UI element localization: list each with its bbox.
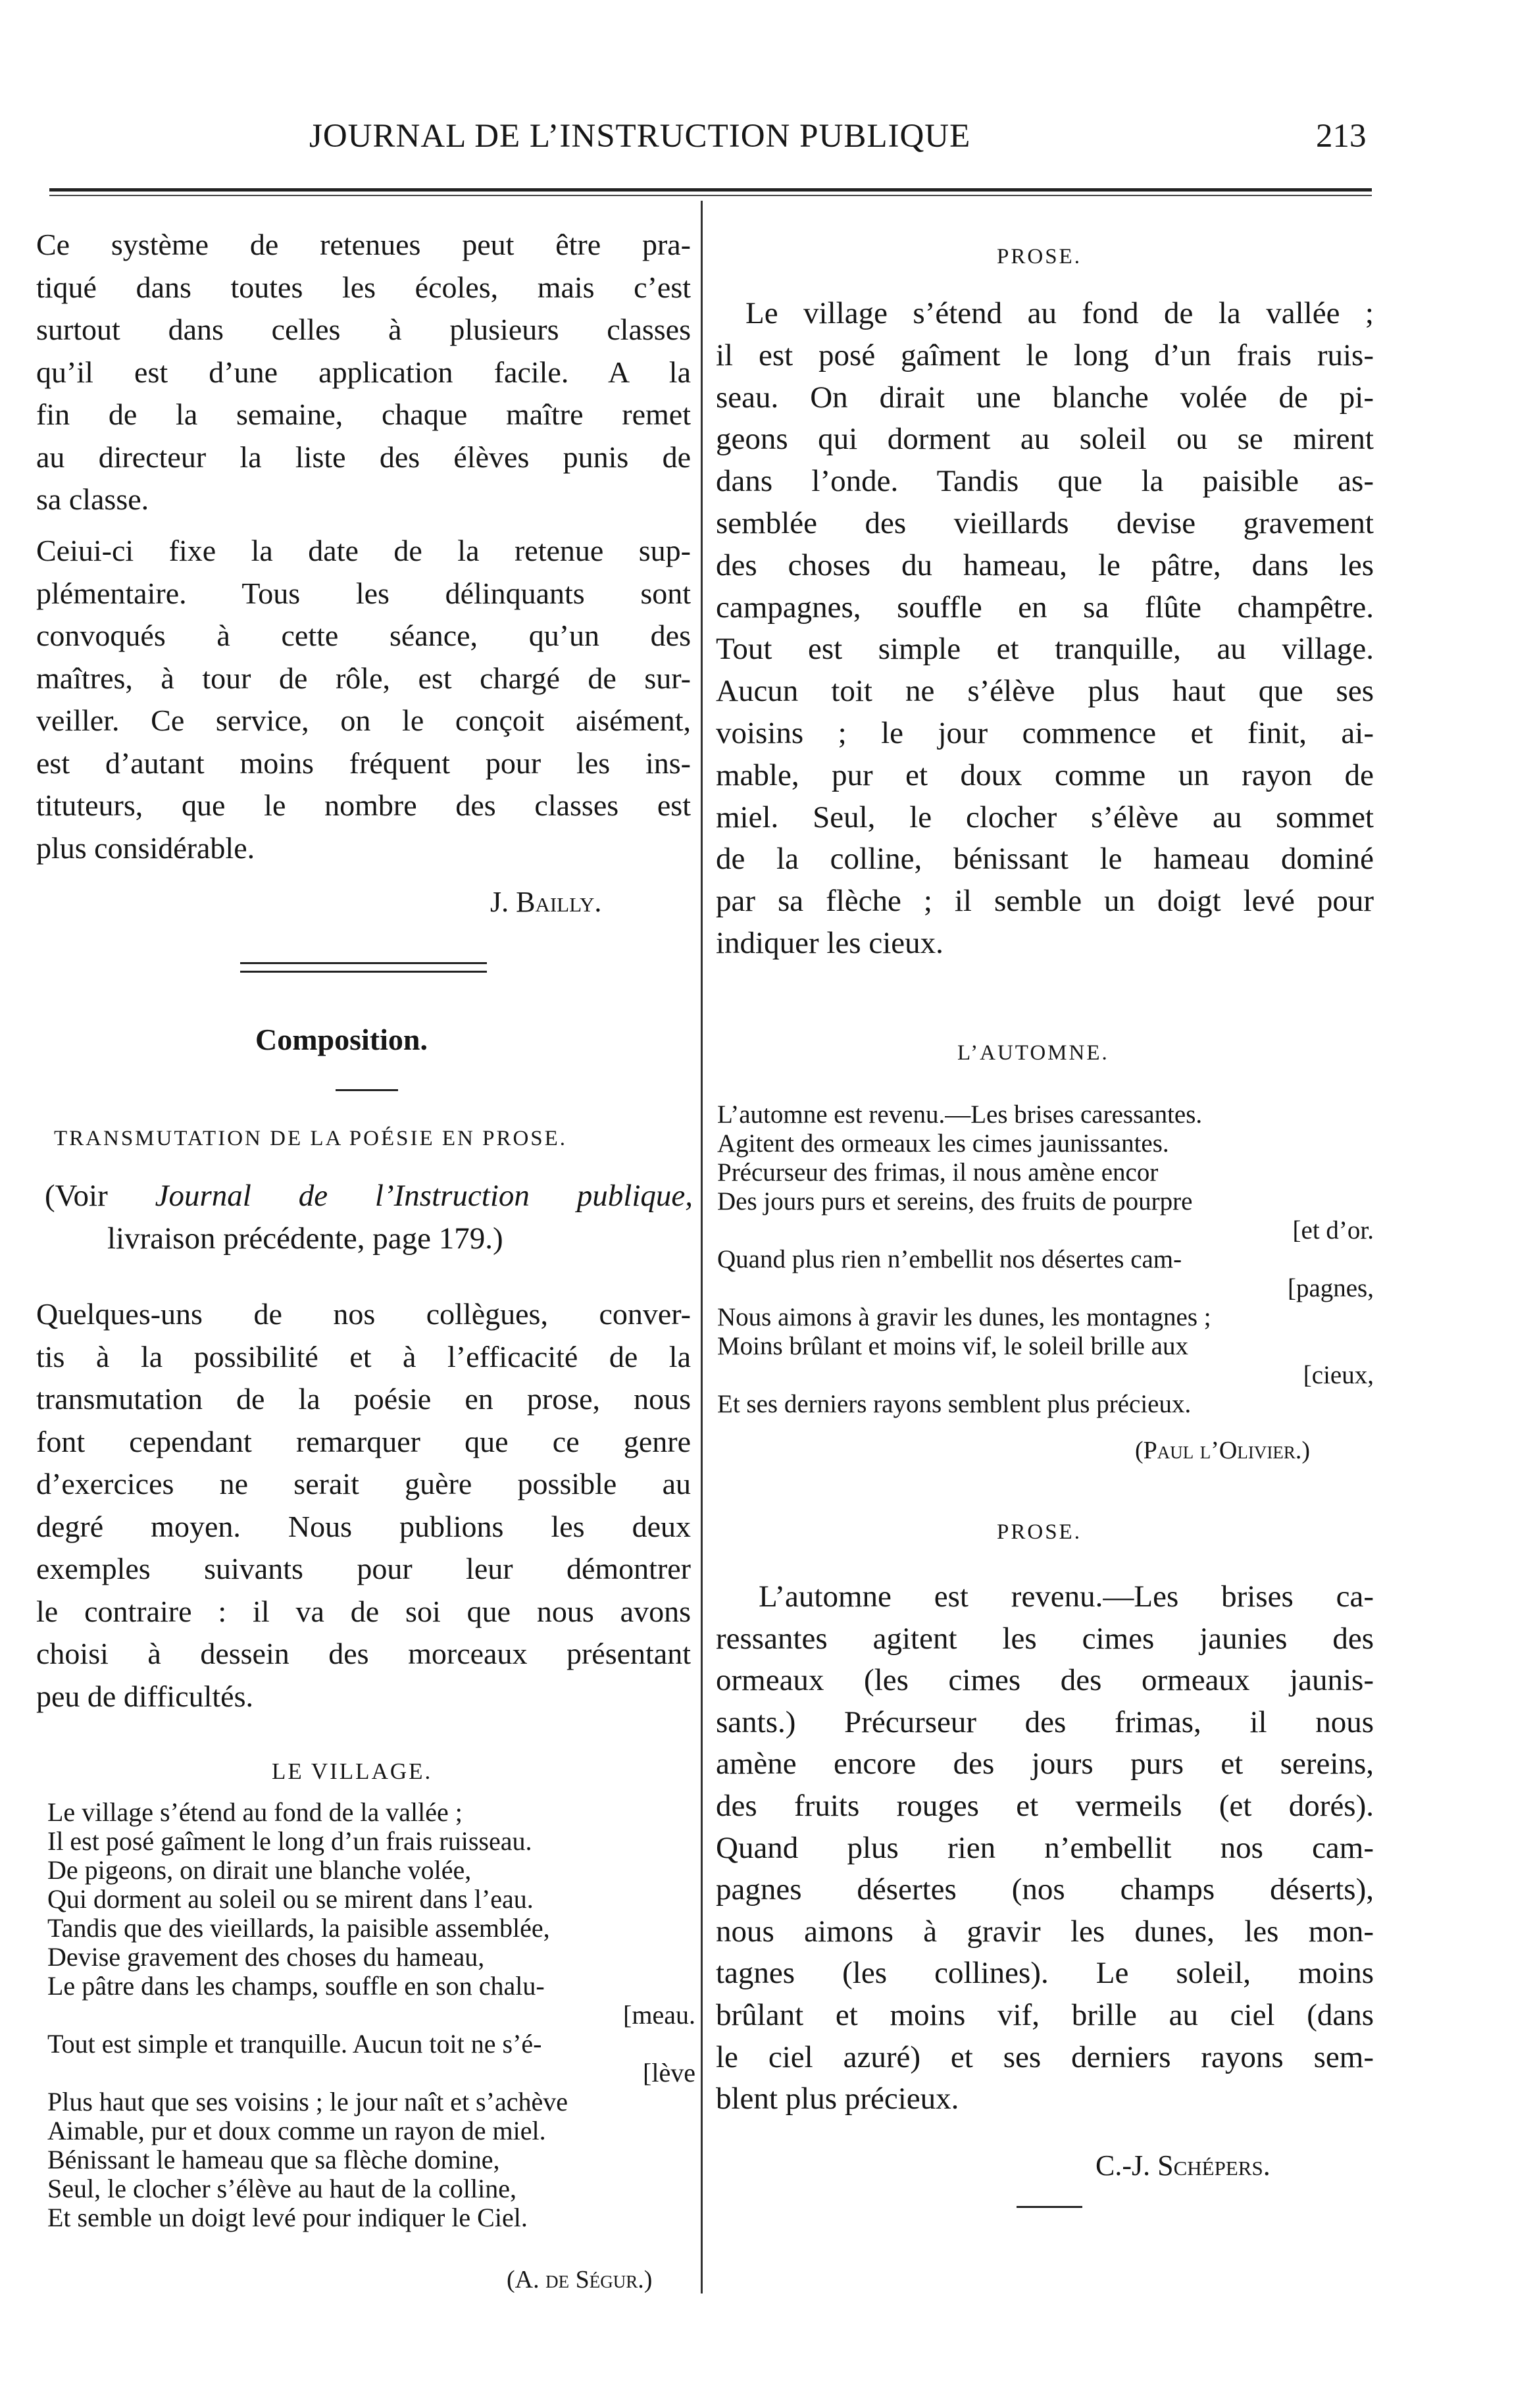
verse-line: Et semble un doigt levé pour indiquer le Ciel. [47, 2203, 528, 2232]
text-line: Tout est simple et tranquille, au village. [716, 632, 1374, 667]
verse-line: Qui dorment au soleil ou se mirent dans l’eau. [47, 1884, 534, 1914]
verse-continuation: [lève [643, 2058, 695, 2088]
text-line: convoqués à cette séance, qu’un des [36, 619, 691, 652]
note-text: (Voir [45, 1179, 155, 1213]
text-line: surtout dans celles à plusieurs classes [36, 313, 691, 346]
text-line: voisins ; le jour commence et finit, ai- [716, 715, 1374, 750]
section-rule [240, 971, 487, 973]
verse-line: Et ses derniers rayons semblent plus précieux. [717, 1390, 1192, 1418]
verse-line: Plus haut que ses voisins ; le jour naît et s’achève [47, 2087, 568, 2116]
verse-continuation: [meau. [623, 2000, 695, 2030]
end-rule [1017, 2206, 1082, 2208]
text-line: mable, pur et doux comme un rayon de [716, 757, 1374, 792]
text-line: est d’autant moins fréquent pour les ins- [36, 746, 691, 780]
text-line: livraison précédente, page 179.) [107, 1221, 503, 1256]
running-title: JOURNAL DE L’INSTRUCTION PUBLIQUE [309, 118, 971, 155]
text-line: ormeaux (les cimes des ormeaux jaunis- [716, 1663, 1374, 1698]
verse-line: Tout est simple et tranquille. Aucun toit ne s’é- [47, 2029, 542, 2059]
text-line: au directeur la liste des élèves punis de [36, 440, 691, 474]
signature-bailly: J. Bailly. [490, 886, 602, 918]
page-number: 213 [1316, 118, 1367, 155]
text-line: maîtres, à tour de rôle, est chargé de sur- [36, 661, 691, 695]
text-line: des choses du hameau, le pâtre, dans les [716, 548, 1374, 582]
verse-line: Des jours purs et sereins, des fruits de pourpre [717, 1187, 1193, 1216]
text-line: Ceiui-ci fixe la date de la retenue sup- [36, 534, 691, 567]
verse-line: Quand plus rien n’embellit nos désertes cam- [717, 1245, 1182, 1273]
text-line: ressantes agitent les cimes jaunies des [716, 1621, 1374, 1656]
verse-line: Moins brûlant et moins vif, le soleil brille aux [717, 1332, 1188, 1360]
text-line: pagnes désertes (nos champs déserts), [716, 1872, 1374, 1907]
header-rule-thin [49, 195, 1372, 196]
short-rule [336, 1089, 398, 1091]
text-line: brûlant et moins vif, brille au ciel (dans [716, 1997, 1374, 2032]
text-line: des fruits rouges et vermeils (et dorés). [716, 1788, 1374, 1823]
verse-line: Devise gravement des choses du hameau, [47, 1942, 485, 1972]
verse-line: Tandis que des vieillards, la paisible assemblée, [47, 1913, 550, 1943]
text-line: sa classe. [36, 482, 149, 516]
text-line: tis à la possibilité et à l’efficacité de la [36, 1339, 691, 1373]
verse-line: Le pâtre dans les champs, souffle en son chalu- [47, 1971, 545, 2001]
verse-line: Il est posé gaîment le long d’un frais ruisseau. [47, 1826, 532, 1856]
text-line: degré moyen. Nous publions les deux [36, 1509, 691, 1543]
text-line: geons qui dorment au soleil ou se mirent [716, 422, 1374, 457]
text-line: le contraire : il va de soi que nous avons [36, 1594, 691, 1628]
text-line: peu de difficultés. [36, 1679, 253, 1713]
prose-village-paragraph [716, 293, 1374, 965]
text-line: plémentaire. Tous les délinquants sont [36, 576, 691, 610]
text-line: sants.) Précurseur des frimas, il nous [716, 1704, 1374, 1739]
journal-reference: Journal de l’Instruction publique, [155, 1179, 693, 1213]
signature-schepers: C.-J. Schépers. [1095, 2149, 1271, 2182]
text-line: plus considérable. [36, 831, 255, 865]
signature-olivier: (Paul l’Olivier.) [1135, 1437, 1310, 1464]
text-line: il est posé gaîment le long d’un frais ruis- [716, 338, 1374, 372]
automne-title: L’AUTOMNE. [957, 1041, 1109, 1065]
text-line: d’exercices ne serait guère possible au [36, 1467, 691, 1500]
signature-segur: (A. de Ségur.) [507, 2266, 653, 2293]
text-line: Quand plus rien n’embellit nos cam- [716, 1830, 1374, 1865]
left-paragraph-1 [36, 224, 691, 521]
column-divider [701, 201, 703, 2293]
verse-line: Aimable, pur et doux comme un rayon de miel. [47, 2116, 546, 2145]
prose-title-1: PROSE. [997, 245, 1082, 269]
text-line: Ce système de retenues peut être pra- [36, 228, 691, 261]
prose-automne-paragraph [716, 1576, 1374, 2120]
text-line: campagnes, souffle en sa flûte champêtre. [716, 590, 1374, 625]
text-line: tagnes (les collines). Le soleil, moins [716, 1956, 1374, 1991]
text-line: fin de la semaine, chaque maître remet [36, 397, 691, 431]
verse-line: Précurseur des frimas, il nous amène encor [717, 1158, 1159, 1187]
text-line: indiquer les cieux. [716, 925, 944, 960]
verse-line: Seul, le clocher s’élève au haut de la colline, [47, 2174, 517, 2203]
section-rule [240, 962, 487, 964]
left-paragraph-2 [36, 530, 691, 869]
text-line: miel. Seul, le clocher s’élève au sommet [716, 800, 1374, 834]
village-poem [47, 1798, 695, 2232]
text-line: L’automne est revenu.—Les brises ca- [759, 1579, 1374, 1614]
text-line: de la colline, bénissant le hameau dominé [716, 842, 1374, 877]
text-line: Quelques-uns de nos collègues, conver- [36, 1297, 691, 1331]
reference-note [45, 1175, 693, 1260]
text-line: veiller. Ce service, on le conçoit aisément, [36, 704, 691, 737]
automne-poem [717, 1100, 1374, 1419]
text-line: tiqué dans toutes les écoles, mais c’est [36, 270, 691, 304]
composition-title: Composition. [255, 1023, 428, 1056]
transmutation-subtitle: TRANSMUTATION DE LA POÉSIE EN PROSE. [54, 1127, 568, 1150]
text-line: le ciel azuré) et ses derniers rayons sem- [716, 2039, 1374, 2074]
text-line: dans l’onde. Tandis que la paisible as- [716, 464, 1374, 499]
text-line [45, 1175, 693, 1217]
text-line: font cependant remarquer que ce genre [36, 1424, 691, 1458]
text-line: semblée des vieillards devise gravement [716, 505, 1374, 540]
verse-line: Agitent des ormeaux les cimes jaunissantes. [717, 1129, 1169, 1158]
verse-continuation: [et d’or. [1292, 1216, 1374, 1244]
text-line: exemples suivants pour leur démontrer [36, 1552, 691, 1585]
header-rule [49, 188, 1372, 192]
verse-continuation: [pagnes, [1287, 1274, 1374, 1302]
text-line: Aucun toit ne s’élève plus haut que ses [716, 674, 1374, 709]
verse-continuation: [cieux, [1303, 1361, 1374, 1389]
text-line: amène encore des jours purs et sereins, [716, 1747, 1374, 1781]
text-line: tituteurs, que le nombre des classes est [36, 788, 691, 822]
text-line: qu’il est d’une application facile. A la [36, 355, 691, 389]
left-paragraph-3 [36, 1293, 691, 1718]
verse-line: Le village s’étend au fond de la vallée ; [47, 1797, 463, 1827]
verse-line: L’automne est revenu.—Les brises caressantes. [717, 1100, 1203, 1129]
text-line: blent plus précieux. [716, 2082, 959, 2116]
text-line: nous aimons à gravir les dunes, les mon- [716, 1914, 1374, 1949]
verse-line: De pigeons, on dirait une blanche volée, [47, 1855, 472, 1885]
verse-line: Nous aimons à gravir les dunes, les montagnes ; [717, 1303, 1211, 1331]
text-line: par sa flèche ; il semble un doigt levé pour [716, 884, 1374, 919]
verse-line: Bénissant le hameau que sa flèche domine, [47, 2145, 500, 2174]
prose-title-2: PROSE. [997, 1520, 1082, 1544]
text-line: choisi à dessein des morceaux présentant [36, 1637, 691, 1670]
village-title: LE VILLAGE. [272, 1758, 433, 1784]
text-line: Le village s’étend au fond de la vallée ; [745, 296, 1374, 330]
text-line: transmutation de la poésie en prose, nous [36, 1382, 691, 1416]
text-line: seau. On dirait une blanche volée de pi- [716, 380, 1374, 415]
